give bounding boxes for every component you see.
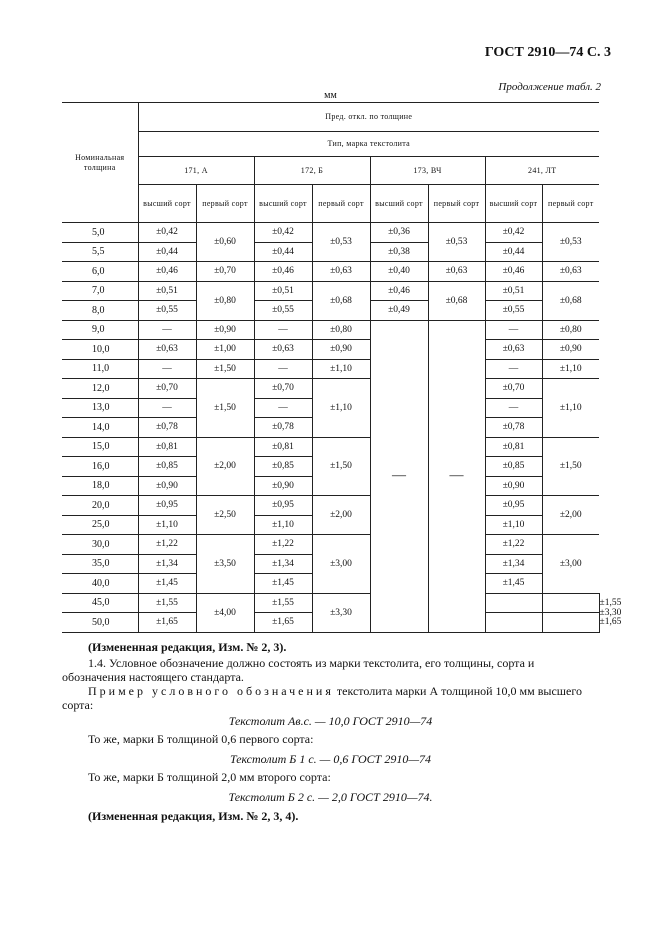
value-cell: ±1,55 bbox=[254, 593, 312, 613]
amendment-note: (Измененная редакция, Изм. № 2, 3). bbox=[88, 640, 287, 654]
value-cell: ±0,53 bbox=[428, 223, 485, 262]
value-cell: ±3,00 bbox=[312, 535, 370, 594]
value-cell: ±0,46 bbox=[485, 262, 542, 282]
example-text: текстолита марки А толщиной 10,0 мм высшего сорта: bbox=[62, 684, 582, 712]
value-cell: ±0,63 bbox=[428, 262, 485, 282]
thickness-cell: 9,0 bbox=[62, 320, 138, 340]
value-cell: ±0,70 bbox=[485, 379, 542, 399]
value-cell: ±0,53 bbox=[312, 223, 370, 262]
value-cell: ±0,55 bbox=[254, 301, 312, 321]
value-cell-blank bbox=[485, 593, 542, 613]
table-row bbox=[62, 437, 599, 457]
example-designation-1: Текстолит Ав.с. — 10,0 ГОСТ 2910—74 bbox=[228, 714, 433, 728]
value-cell: ±1,10 bbox=[542, 379, 599, 438]
value-cell: ±3,30 bbox=[312, 593, 370, 632]
value-cell: ±0,90 bbox=[312, 340, 370, 360]
thickness-cell: 15,0 bbox=[62, 437, 138, 457]
value-cell-dash: — bbox=[428, 320, 485, 632]
value-cell: ±0,81 bbox=[485, 437, 542, 457]
value-cell: ±1,34 bbox=[254, 554, 312, 574]
type-col-172b: 172, Б bbox=[254, 157, 370, 185]
value-cell: ±1,10 bbox=[138, 515, 196, 535]
type-col-171a: 171, А bbox=[138, 157, 254, 185]
table-row: 45,0 ±1,55 ±4,00 ±1,55 ±3,30 ±1,55 ±3,30 bbox=[62, 593, 599, 613]
value-cell: ±0,36 bbox=[370, 223, 428, 243]
value-cell: ±1,22 bbox=[254, 535, 312, 555]
value-cell: ±0,80 bbox=[312, 320, 370, 340]
value-cell: ±1,00 bbox=[196, 340, 254, 360]
grade-top-header: высший сорт bbox=[254, 185, 312, 223]
grade-top-header: высший сорт bbox=[370, 185, 428, 223]
value-cell: ±0,70 bbox=[138, 379, 196, 399]
value-cell: ±0,85 bbox=[485, 457, 542, 477]
value-cell: ±1,50 bbox=[542, 437, 599, 496]
value-cell: ±0,90 bbox=[138, 476, 196, 496]
same-text-1: То же, марки Б толщиной 0,6 первого сорта: bbox=[88, 732, 314, 746]
thickness-cell: 5,0 bbox=[62, 223, 138, 243]
thickness-cell: 12,0 bbox=[62, 379, 138, 399]
value-cell: — bbox=[138, 359, 196, 379]
value-cell: ±2,00 bbox=[196, 437, 254, 496]
value-cell: ±0,95 bbox=[254, 496, 312, 516]
amendment-note-2: (Измененная редакция, Изм. № 2, 3, 4). bbox=[88, 809, 299, 823]
value-cell: ±0,78 bbox=[138, 418, 196, 438]
value-cell: ±0,55 bbox=[485, 301, 542, 321]
value-cell: ±0,46 bbox=[138, 262, 196, 282]
value-cell: ±0,38 bbox=[370, 242, 428, 262]
value-cell: ±0,78 bbox=[254, 418, 312, 438]
value-cell: ±0,55 bbox=[138, 301, 196, 321]
value-cell: ±0,44 bbox=[138, 242, 196, 262]
type-col-173vch: 173, ВЧ bbox=[370, 157, 485, 185]
value-cell-blank bbox=[485, 613, 542, 633]
value-cell: — bbox=[254, 359, 312, 379]
value-cell: ±0,95 bbox=[485, 496, 542, 516]
value-cell: ±0,80 bbox=[196, 281, 254, 320]
value-cell: ±1,65 bbox=[254, 613, 312, 633]
thickness-cell: 14,0 bbox=[62, 418, 138, 438]
thickness-cell: 8,0 bbox=[62, 301, 138, 321]
same-text-2: То же, марки Б толщиной 2,0 мм второго сорта: bbox=[88, 770, 331, 784]
value-cell: ±0,44 bbox=[254, 242, 312, 262]
value-cell: ±1,50 bbox=[196, 359, 254, 379]
value-cell: ±0,51 bbox=[138, 281, 196, 301]
value-cell: ±1,65 bbox=[138, 613, 196, 633]
value-cell: ±0,40 bbox=[370, 262, 428, 282]
grade-first-header: первый сорт bbox=[428, 185, 485, 223]
value-cell-dash: — bbox=[370, 320, 428, 632]
thickness-cell: 11,0 bbox=[62, 359, 138, 379]
value-cell-blank bbox=[542, 593, 599, 613]
value-cell: ±1,45 bbox=[138, 574, 196, 594]
units-label: мм bbox=[324, 90, 337, 101]
thickness-cell: 30,0 bbox=[62, 535, 138, 555]
value-cell: ±0,46 bbox=[370, 281, 428, 301]
thickness-cell: 20,0 bbox=[62, 496, 138, 516]
table-row bbox=[62, 281, 599, 301]
value-cell: ±1,22 bbox=[485, 535, 542, 555]
value-cell: ±0,42 bbox=[254, 223, 312, 243]
value-cell: ±1,45 bbox=[254, 574, 312, 594]
value-cell: ±3,00 bbox=[542, 535, 599, 594]
grade-top-header: высший сорт bbox=[485, 185, 542, 223]
table-row bbox=[62, 496, 599, 516]
thickness-cell: 35,0 bbox=[62, 554, 138, 574]
value-cell: — bbox=[485, 320, 542, 340]
thickness-cell: 45,0 bbox=[62, 593, 138, 613]
table-row bbox=[62, 535, 599, 555]
value-cell: ±0,53 bbox=[542, 223, 599, 262]
thickness-cell: 7,0 bbox=[62, 281, 138, 301]
value-cell: ±1,10 bbox=[312, 359, 370, 379]
example-label: Пример условного обозначения bbox=[88, 684, 334, 698]
thickness-cell: 50,0 bbox=[62, 613, 138, 633]
table-row bbox=[62, 320, 599, 340]
nominal-thickness-header: Номинальная толщина bbox=[62, 103, 138, 223]
value-cell: ±0,85 bbox=[254, 457, 312, 477]
value-cell: — bbox=[485, 398, 542, 418]
value-cell: ±0,85 bbox=[138, 457, 196, 477]
value-cell: ±0,78 bbox=[485, 418, 542, 438]
value-cell: ±0,90 bbox=[542, 340, 599, 360]
value-cell: ±0,90 bbox=[196, 320, 254, 340]
value-cell: ±0,42 bbox=[138, 223, 196, 243]
table-row bbox=[62, 262, 599, 282]
value-cell: ±0,42 bbox=[485, 223, 542, 243]
deviation-header: Пред. откл. по толщине bbox=[138, 103, 599, 132]
value-cell: ±0,70 bbox=[254, 379, 312, 399]
example-designation-3: Текстолит Б 2 с. — 2,0 ГОСТ 2910—74. bbox=[228, 790, 433, 804]
value-cell: ±2,50 bbox=[196, 496, 254, 535]
value-cell: ±1,45 bbox=[485, 574, 542, 594]
value-cell: — bbox=[138, 320, 196, 340]
thickness-cell: 18,0 bbox=[62, 476, 138, 496]
table-row bbox=[62, 379, 599, 399]
value-cell: ±0,95 bbox=[138, 496, 196, 516]
paragraph-1-4: 1.4. Условное обозначение должно состоять из марки текстолита, его толщины, сорта и обозначения настоящего стандарта. bbox=[62, 656, 535, 684]
thickness-cell: 13,0 bbox=[62, 398, 138, 418]
grade-first-header: первый сорт bbox=[196, 185, 254, 223]
value-cell: ±1,34 bbox=[485, 554, 542, 574]
value-cell: ±1,22 bbox=[138, 535, 196, 555]
value-cell: — bbox=[138, 398, 196, 418]
value-cell: ±0,63 bbox=[485, 340, 542, 360]
table-row bbox=[62, 223, 599, 243]
thickness-cell: 6,0 bbox=[62, 262, 138, 282]
grade-top-header: высший сорт bbox=[138, 185, 196, 223]
value-cell: ±0,90 bbox=[254, 476, 312, 496]
value-cell: — bbox=[254, 398, 312, 418]
table-row bbox=[62, 340, 599, 360]
value-cell: ±0,51 bbox=[485, 281, 542, 301]
value-cell: ±0,63 bbox=[312, 262, 370, 282]
thickness-cell: 25,0 bbox=[62, 515, 138, 535]
value-cell: ±2,00 bbox=[312, 496, 370, 535]
example-paragraph bbox=[62, 684, 601, 712]
value-cell: ±1,34 bbox=[138, 554, 196, 574]
value-cell: ±0,46 bbox=[254, 262, 312, 282]
example-designation-2: Текстолит Б 1 с. — 0,6 ГОСТ 2910—74 bbox=[229, 752, 432, 766]
value-cell: ±4,00 bbox=[196, 593, 254, 632]
value-cell: ±0,80 bbox=[542, 320, 599, 340]
value-cell: — bbox=[254, 320, 312, 340]
value-cell: ±0,49 bbox=[370, 301, 428, 321]
page-header: ГОСТ 2910—74 С. 3 bbox=[484, 45, 611, 60]
value-cell: ±3,50 bbox=[196, 535, 254, 594]
grade-first-header: первый сорт bbox=[542, 185, 599, 223]
thickness-cell: 5,5 bbox=[62, 242, 138, 262]
value-cell: ±0,63 bbox=[254, 340, 312, 360]
value-cell: ±0,70 bbox=[196, 262, 254, 282]
value-cell: ±0,63 bbox=[542, 262, 599, 282]
value-cell: ±1,10 bbox=[485, 515, 542, 535]
value-cell: ±1,10 bbox=[254, 515, 312, 535]
value-cell: ±0,68 bbox=[312, 281, 370, 320]
value-cell: ±1,50 bbox=[196, 379, 254, 438]
table-continuation-label: Продолжение табл. 2 bbox=[498, 81, 601, 93]
value-cell: ±1,10 bbox=[312, 379, 370, 438]
value-cell: ±0,51 bbox=[254, 281, 312, 301]
value-cell: ±0,63 bbox=[138, 340, 196, 360]
thickness-cell: 40,0 bbox=[62, 574, 138, 594]
value-cell: ±0,68 bbox=[542, 281, 599, 320]
value-cell-blank bbox=[542, 613, 599, 633]
thickness-cell: 16,0 bbox=[62, 457, 138, 477]
value-cell: ±0,81 bbox=[254, 437, 312, 457]
value-cell: ±1,10 bbox=[542, 359, 599, 379]
value-cell: ±0,81 bbox=[138, 437, 196, 457]
value-cell: ±0,68 bbox=[428, 281, 485, 320]
value-cell: ±2,00 bbox=[542, 496, 599, 535]
value-cell: ±1,55 bbox=[138, 593, 196, 613]
tolerance-table bbox=[62, 102, 622, 633]
value-cell: ±1,50 bbox=[312, 437, 370, 496]
type-header: Тип, марка текстолита bbox=[138, 132, 599, 157]
value-cell: — bbox=[485, 359, 542, 379]
table-row bbox=[62, 359, 599, 379]
value-cell: ±0,90 bbox=[485, 476, 542, 496]
thickness-cell: 10,0 bbox=[62, 340, 138, 360]
value-cell: ±0,44 bbox=[485, 242, 542, 262]
grade-first-header: первый сорт bbox=[312, 185, 370, 223]
value-cell: ±0,60 bbox=[196, 223, 254, 262]
table-row: 50,0 ±1,65 ±1,65 ±1,65 bbox=[62, 613, 599, 633]
type-col-241lt: 241, ЛТ bbox=[485, 157, 599, 185]
